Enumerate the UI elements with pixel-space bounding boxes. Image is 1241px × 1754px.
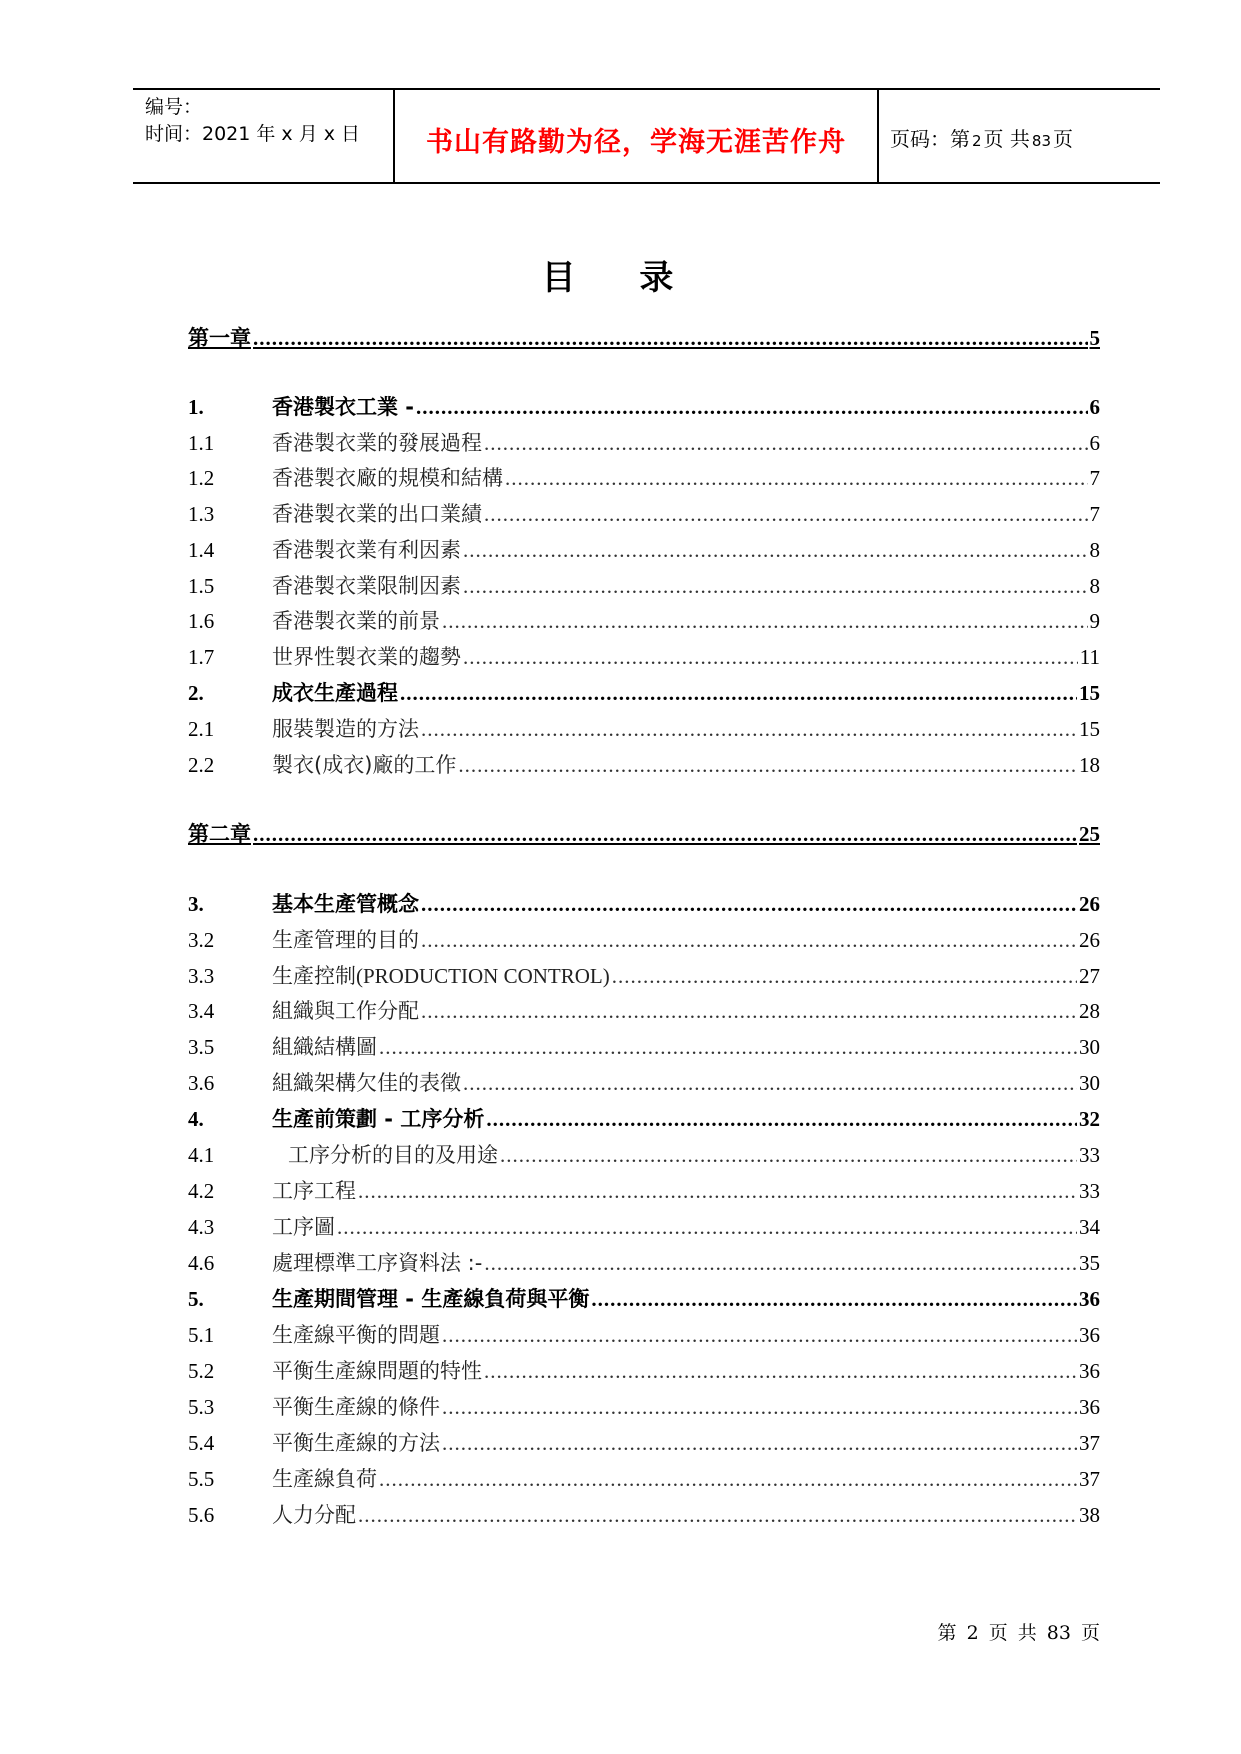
toc-entry-number: 1.1: [188, 431, 215, 455]
toc-entry-page: 8: [1089, 538, 1100, 562]
page-header: [133, 88, 1160, 184]
toc-entry-number: 5.4: [188, 1431, 215, 1455]
toc-entry-title: 組織架構欠佳的表徵: [272, 1071, 461, 1095]
toc-entry-title: 生產期間管理 - 生產線負荷與平衡: [272, 1287, 590, 1311]
header-time-label: 时间：2021 年 x 月 x 日: [145, 123, 361, 145]
toc-entry-number: 1.2: [188, 466, 215, 490]
toc-entry-title: 組織與工作分配: [272, 999, 419, 1023]
toc-entry-title: 香港製衣廠的規模和結構: [272, 466, 503, 490]
toc-dot-leader: [253, 321, 1088, 355]
toc-entry-number: 3.: [188, 892, 204, 916]
toc-entry-page: 32: [1079, 1107, 1100, 1131]
toc-dot-leader: [358, 1174, 1077, 1208]
toc-entry[interactable]: [188, 497, 1100, 531]
toc-entry-title: 平衡生產線的方法: [272, 1431, 440, 1455]
toc-entry-page: 36: [1079, 1287, 1100, 1311]
header-page-total: 83: [1031, 132, 1051, 150]
header-page-mid: 页 共: [983, 127, 1030, 151]
toc-entry-number: 3.5: [188, 1035, 215, 1059]
toc-entry-title: 基本生產管概念: [272, 892, 419, 916]
toc-dot-leader: [484, 426, 1088, 460]
toc-entry-page: 36: [1079, 1359, 1100, 1383]
toc-entry-number: 4.1: [188, 1143, 215, 1167]
header-divider: [877, 90, 879, 182]
toc-entry[interactable]: [188, 923, 1100, 957]
toc-dot-leader: [458, 748, 1077, 782]
header-page-number: [890, 123, 1073, 152]
toc-entry-title: 香港製衣工業 -: [272, 395, 415, 419]
toc-dot-leader: [463, 640, 1078, 674]
toc-entry-page: 33: [1079, 1179, 1100, 1203]
toc-dot-leader: [500, 1138, 1077, 1172]
toc-entry-page: 7: [1089, 502, 1100, 526]
toc-entry-number: 5.6: [188, 1503, 215, 1527]
toc-entry[interactable]: [188, 1390, 1100, 1424]
toc-entry-page: 15: [1079, 717, 1100, 741]
header-motto: 书山有路勤为径，学海无涯苦作舟: [426, 127, 846, 158]
toc-dot-leader: [484, 1246, 1077, 1280]
toc-entry[interactable]: [188, 1426, 1100, 1460]
toc-dot-leader: [442, 604, 1088, 638]
header-meta: [145, 94, 360, 148]
toc-entry[interactable]: [188, 426, 1100, 460]
toc-dot-leader: [416, 390, 1087, 424]
toc-entry-number: 2.1: [188, 717, 215, 741]
toc-entry[interactable]: [188, 817, 1100, 851]
toc-dot-leader: [486, 1102, 1077, 1136]
toc-title: 目 录: [541, 258, 700, 298]
toc-entry-number: 5.3: [188, 1395, 215, 1419]
toc-entry-number: 2.2: [188, 753, 215, 777]
toc-entry-title: 香港製衣業有利因素: [272, 538, 461, 562]
toc-entry[interactable]: [188, 1138, 1100, 1172]
toc-dot-leader: [400, 676, 1077, 710]
toc-entry[interactable]: [188, 1354, 1100, 1388]
toc-entry-number: 5.5: [188, 1467, 215, 1491]
toc-dot-leader: [379, 1462, 1077, 1496]
toc-entry[interactable]: [188, 321, 1100, 355]
toc-entry[interactable]: [188, 1174, 1100, 1208]
toc-entry-number: 5.2: [188, 1359, 215, 1383]
toc-entry-page: 26: [1079, 892, 1100, 916]
toc-entry-title: 工序工程: [272, 1179, 356, 1203]
toc-dot-leader: [463, 569, 1088, 603]
toc-entry-page: 15: [1079, 681, 1100, 705]
toc-entry-page: 25: [1079, 822, 1100, 846]
toc-dot-leader: [253, 817, 1077, 851]
toc-entry-title: 生產管理的目的: [272, 928, 419, 952]
toc-entry-number: 5.: [188, 1287, 204, 1311]
toc-entry[interactable]: [188, 994, 1100, 1028]
toc-entry-number: 4.3: [188, 1215, 215, 1239]
toc-entry-page: 30: [1079, 1071, 1100, 1095]
toc-entry-page: 7: [1089, 466, 1100, 490]
toc-entry[interactable]: [188, 959, 1100, 993]
toc-entry-number: 2.: [188, 681, 204, 705]
toc-entry-title: 第一章: [188, 326, 251, 350]
toc-entry-number: 4.2: [188, 1179, 215, 1203]
toc-entry-number: 3.3: [188, 964, 215, 988]
toc-dot-leader: [463, 533, 1088, 567]
toc-entry[interactable]: [188, 1066, 1100, 1100]
toc-entry-page: 27: [1079, 964, 1100, 988]
toc-entry-number: 4.: [188, 1107, 204, 1131]
toc-entry[interactable]: [188, 1246, 1100, 1280]
toc-entry-title: 生產前策劃 - 工序分析: [272, 1107, 485, 1131]
toc-entry-page: 34: [1079, 1215, 1100, 1239]
toc-entry-page: 11: [1079, 645, 1100, 669]
toc-entry-page: 35: [1079, 1251, 1100, 1275]
toc-dot-leader: [484, 497, 1088, 531]
toc-entry-title: 香港製衣業的出口業績: [272, 502, 482, 526]
header-page-current: 2: [972, 132, 982, 150]
toc-entry-number: 1.7: [188, 645, 215, 669]
toc-entry[interactable]: [188, 604, 1100, 638]
toc-entry-page: 37: [1079, 1467, 1100, 1491]
toc-entry[interactable]: [188, 461, 1100, 495]
toc-entry-number: 4.6: [188, 1251, 215, 1275]
header-page-prefix: 页码：第: [890, 127, 970, 151]
toc-entry[interactable]: [188, 533, 1100, 567]
toc-entry-number: 3.4: [188, 999, 215, 1023]
toc-entry-number: 1.5: [188, 574, 215, 598]
toc-dot-leader: [421, 712, 1077, 746]
toc-entry-title: 第二章: [188, 822, 251, 846]
header-page-suffix: 页: [1053, 127, 1073, 151]
toc-entry-number: 1.6: [188, 609, 215, 633]
toc-entry-page: 18: [1079, 753, 1100, 777]
toc-entry-title: 成衣生產過程: [272, 681, 398, 705]
toc-entry-page: 8: [1089, 574, 1100, 598]
toc-entry-title: 香港製衣業的前景: [272, 609, 440, 633]
toc-entry-title: 生產線負荷: [272, 1467, 377, 1491]
toc-entry-number: 1.4: [188, 538, 215, 562]
toc-entry-page: 6: [1089, 395, 1100, 419]
toc-entry[interactable]: [188, 887, 1100, 921]
toc-entry-title: 香港製衣業限制因素: [272, 574, 461, 598]
toc-entry-page: 6: [1089, 431, 1100, 455]
toc-entry-title: 生產控制(PRODUCTION CONTROL): [272, 964, 610, 988]
toc-entry[interactable]: [188, 676, 1100, 710]
toc-entry-number: 3.2: [188, 928, 215, 952]
toc-entry-title: 工序分析的目的及用途: [288, 1143, 498, 1167]
toc-dot-leader: [442, 1426, 1077, 1460]
toc-entry[interactable]: [188, 1462, 1100, 1496]
toc-entry[interactable]: [188, 640, 1100, 674]
toc-entry[interactable]: [188, 1318, 1100, 1352]
toc-entry-title: 生產線平衡的問題: [272, 1323, 440, 1347]
toc-entry[interactable]: [188, 748, 1100, 782]
toc-entry[interactable]: [188, 712, 1100, 746]
toc-entry-title: 服裝製造的方法: [272, 717, 419, 741]
toc-dot-leader: [442, 1318, 1077, 1352]
toc-entry[interactable]: [188, 390, 1100, 424]
toc-dot-leader: [484, 1354, 1077, 1388]
toc-entry[interactable]: [188, 1498, 1100, 1532]
toc-entry-number: 1.3: [188, 502, 215, 526]
toc-dot-leader: [505, 461, 1088, 495]
toc-entry-title: 人力分配: [272, 1503, 356, 1527]
toc-entry-number: 1.: [188, 395, 204, 419]
toc-entry-title: 製衣(成衣)廠的工作: [272, 753, 457, 777]
toc-dot-leader: [612, 959, 1077, 993]
page-footer: 第 2 页 共 83 页: [937, 1622, 1100, 1644]
toc-dot-leader: [463, 1066, 1077, 1100]
toc-dot-leader: [421, 923, 1077, 957]
toc-entry-page: 38: [1079, 1503, 1100, 1527]
toc-entry-title: 世界性製衣業的趨勢: [272, 645, 461, 669]
toc-entry-number: 3.6: [188, 1071, 215, 1095]
toc-dot-leader: [379, 1030, 1077, 1064]
toc-dot-leader: [337, 1210, 1077, 1244]
toc-entry[interactable]: [188, 1282, 1100, 1316]
toc-entry-title: 工序圖: [272, 1215, 335, 1239]
toc-entry[interactable]: [188, 1210, 1100, 1244]
toc-entry-page: 5: [1089, 326, 1100, 350]
toc-entry-title: 平衡生產線問題的特性: [272, 1359, 482, 1383]
toc-entry-page: 28: [1079, 999, 1100, 1023]
toc-entry-page: 30: [1079, 1035, 1100, 1059]
toc-entry-page: 33: [1079, 1143, 1100, 1167]
toc-entry-title: 香港製衣業的發展過程: [272, 431, 482, 455]
header-code-label: 编号：: [145, 96, 203, 118]
toc-dot-leader: [358, 1498, 1077, 1532]
toc-dot-leader: [421, 994, 1077, 1028]
toc-entry-page: 37: [1079, 1431, 1100, 1455]
toc-entry[interactable]: [188, 1102, 1100, 1136]
toc-entry-number: 5.1: [188, 1323, 215, 1347]
toc-entry-title: 平衡生產線的條件: [272, 1395, 440, 1419]
toc-entry[interactable]: [188, 569, 1100, 603]
toc-dot-leader: [442, 1390, 1077, 1424]
toc-dot-leader: [591, 1282, 1077, 1316]
toc-entry-page: 9: [1089, 609, 1100, 633]
toc-dot-leader: [421, 887, 1077, 921]
toc-entry-page: 36: [1079, 1395, 1100, 1419]
toc-entry-page: 26: [1079, 928, 1100, 952]
toc-entry-page: 36: [1079, 1323, 1100, 1347]
toc-entry-title: 組織結構圖: [272, 1035, 377, 1059]
toc-entry-title: 處理標準工序資料法 :-: [272, 1251, 483, 1275]
toc-entry[interactable]: [188, 1030, 1100, 1064]
